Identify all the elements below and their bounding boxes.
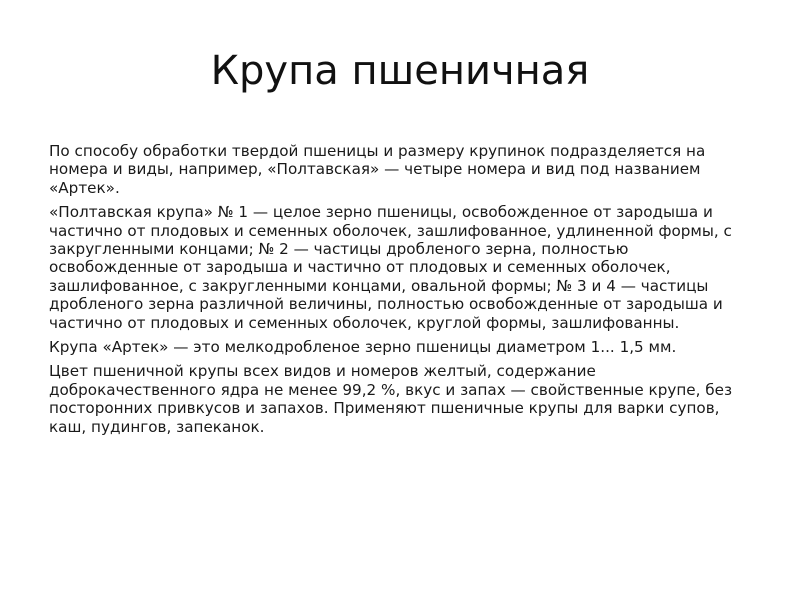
slide-title: Крупа пшеничная	[210, 48, 590, 94]
paragraph-color-usage: Цвет пшеничной крупы всех видов и номеров желтый, содержание доброкачественного ядра не менее 99,2 %, вкус и запах — свойственные крупе, без посторонних привкусов и запахов. Применяют пшеничные крупы для варки супов, каш, пудингов, запеканок.	[49, 362, 733, 436]
paragraph-artek: Крупа «Артек» — это мелкодробленое зерно пшеницы диаметром 1... 1,5 мм.	[49, 338, 677, 357]
paragraph-processing: По способу обработки твердой пшеницы и размеру крупинок подразделяется на номера и виды, например, «Полтавская» — четыре номера и вид под названием «Артек».	[49, 142, 706, 197]
slide-body	[49, 142, 759, 442]
paragraph-poltavskaya: «Полтавская крупа» № 1 — целое зерно пшеницы, освобожденное от зародыша и частично от плодовых и семенных оболочек, зашлифованное, удлиненной формы, с закругленными концами; № 2 — частицы дробленого зерна, полностью освобожденные от зародыша и частично от плодовых и семенных оболочек, зашлифованное, с закругленными концами, овальной формы; № 3 и 4 — частицы дробленого зерна различной величины, полностью освобожденные от зародыша и частично от плодовых и семенных оболочек, круглой формы, зашлифованны.	[49, 203, 732, 332]
